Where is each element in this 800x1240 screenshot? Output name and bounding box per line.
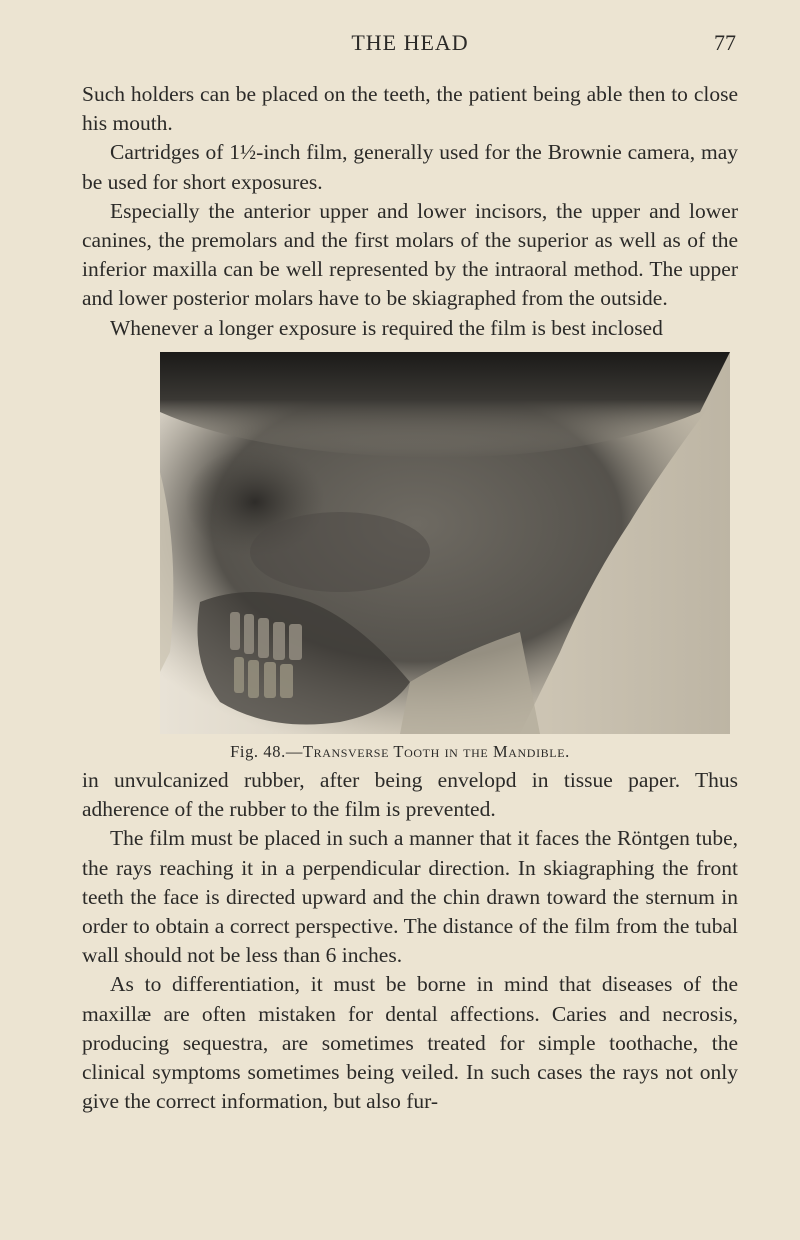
skull-radiograph-image	[160, 352, 730, 734]
paragraph: The film must be placed in such a manner that it faces the Röntgen tube, the rays reaching it in a perpendicular direction. In skiagraphing the front teeth the face is directed upward and the chin drawn toward the sternum in order to obtain a correct perspective. The distance of the film from the tubal wall should not be less than 6 inches.	[82, 826, 738, 968]
paragraph: in unvulcanized rubber, after being envelopd in tissue paper. Thus adherence of the rubber to the film is prevented.	[82, 768, 738, 822]
page-number: 77	[714, 30, 736, 55]
paragraph: Whenever a longer exposure is required the film is best inclosed	[110, 315, 663, 340]
paragraph: Cartridges of 1½-inch film, generally used for the Brownie camera, may be used for short exposures.	[82, 140, 738, 194]
running-head	[84, 30, 736, 60]
figure-caption	[0, 742, 800, 762]
xray-figure	[160, 352, 730, 734]
paragraph: Such holders can be placed on the teeth, the patient being able then to close his mouth.	[82, 82, 738, 136]
paragraph: As to differentiation, it must be borne in mind that diseases of the maxillæ are often mistaken for dental affections. Caries and necrosis, producing sequestra, are sometimes treated for simple toothache, the clinical symptoms sometimes being veiled. In such cases the rays not only give the correct information, but also fur-	[82, 972, 738, 1114]
figure-title: —Transverse Tooth in the Mandible.	[285, 742, 570, 761]
text-block-top	[82, 80, 738, 343]
text-block-bottom	[82, 766, 738, 1116]
paragraph: Especially the anterior upper and lower incisors, the upper and lower canines, the premolars and the first molars of the superior as well as of the inferior maxilla can be well represented by the intraoral method. The upper and lower posterior molars have to be skiagraphed from the outside.	[82, 198, 738, 311]
figure-label: Fig. 48.	[230, 742, 286, 761]
running-title: THE HEAD	[351, 30, 469, 55]
